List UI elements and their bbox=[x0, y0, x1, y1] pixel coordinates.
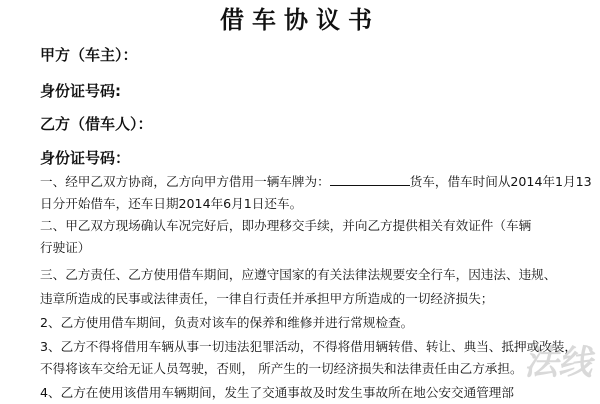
party-a-id-label: 身份证号码: bbox=[40, 82, 121, 100]
clause-4: 2、乙方使用借车期间，负责对该车的保养和维修并进行常规检查。 bbox=[40, 315, 414, 330]
clause-3-line-2: 违章所造成的民事或法律责任，一律自行责任并承担甲方所造成的一切经济损失； bbox=[40, 291, 494, 306]
clause-1-line-1 bbox=[40, 171, 592, 193]
clause-2-line-2: 行驶证） bbox=[40, 240, 91, 255]
party-a-label: 甲方（车主）： bbox=[40, 46, 138, 64]
clause-1-text-a: 一、经甲乙双方协商，乙方向甲方借用一辆车牌为： bbox=[40, 174, 330, 189]
watermark-logo: 法线 bbox=[524, 343, 592, 383]
clause-5-line-2: 不得将该车交给无证人员驾驶，否则， 所产生的一切经济损失和法律责任由乙方承担。 bbox=[40, 361, 523, 376]
clause-2-line-1: 二、甲乙双方现场确认车况完好后，即办理移交手续，并向乙方提供相关有效证件（车辆 bbox=[40, 218, 532, 233]
clause-1-text-b: 货车，借车时间从2014年1月13 bbox=[409, 174, 592, 189]
party-b-label: 乙方（借车人）： bbox=[40, 115, 153, 133]
plate-number-blank bbox=[330, 173, 410, 186]
party-b-id-label: 身份证号码： bbox=[40, 149, 131, 167]
clause-1-line-2: 日分开始借车，还车日期2014年6月1日还车。 bbox=[40, 196, 303, 211]
document-title: 借车协议书 bbox=[220, 5, 380, 34]
clause-5-line-1: 3、乙方不得将借用车辆从事一切违法犯罪活动，不得将借用辆转借、转让、典当、抵押或改装， bbox=[40, 339, 577, 354]
clause-3-line-1: 三、乙方责任、乙方使用借车期间，应遵守国家的有关法律法规要安全行车，因违法、违规、 bbox=[40, 267, 557, 282]
clause-6: 4、乙方在使用该借用车辆期间，发生了交通事故及时发生事故所在地公安交通管理部 bbox=[40, 385, 514, 400]
